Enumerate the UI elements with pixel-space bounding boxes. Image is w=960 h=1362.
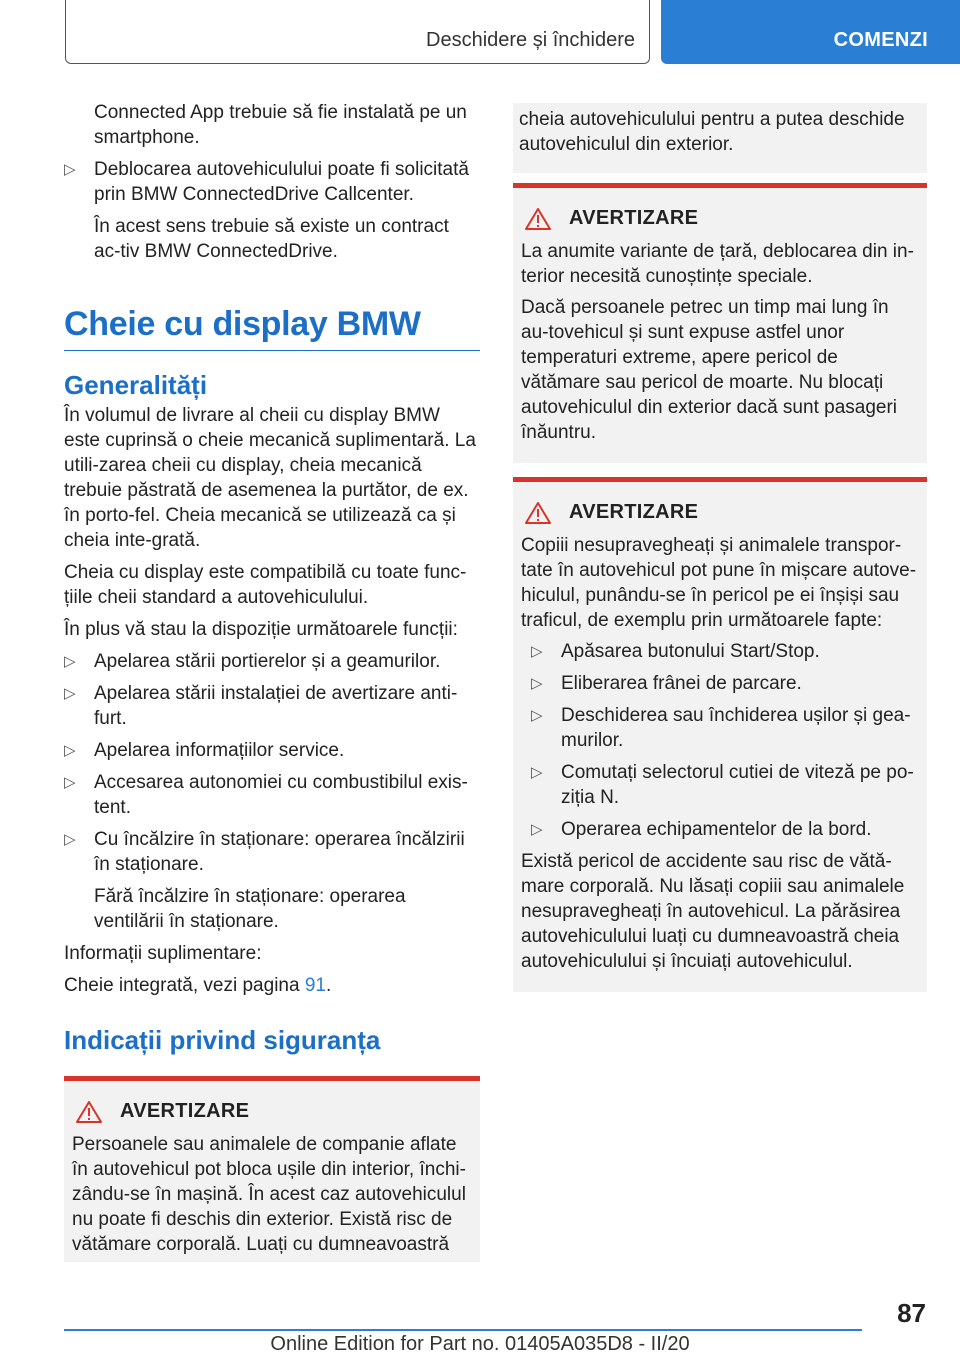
list-item: ▷ Operarea echipamentelor de la bord.	[531, 819, 872, 840]
triangle-bullet-icon: ▷	[64, 161, 76, 178]
list-item: ▷ Eliberarea frânei de parcare.	[531, 673, 802, 694]
list-item: ▷ Apelarea stării portierelor și a geamurilor.	[64, 651, 441, 672]
list-item: ▷ Cu încălzire în staționare: operarea încălzirii în staționare.	[64, 829, 465, 875]
warning-text: Copiii nesupravegheați și animalele transpor‐tate în autovehicul pot pune în mișcare autove‐hiculul, punându-se în pericol pe ei înșiși sau traficul, de exemplu prin următoarele fapte:	[521, 535, 917, 631]
intro-continuation: Connected App trebuie să fie instalată pe un smartphone.	[94, 102, 467, 148]
triangle-bullet-icon: ▷	[531, 707, 543, 724]
section-title: Deschidere și închidere	[426, 29, 635, 51]
right-column	[513, 103, 927, 1006]
list-item: ▷ Comutați selectorul cutiei de viteză pe po‐ziția N.	[531, 762, 914, 808]
warning-triangle-icon	[525, 208, 551, 230]
paragraph: În volumul de livrare al cheii cu display BMW este cuprinsă o cheie mecanică suplimentară. La utili‐zarea cheii cu display, cheia mecanică trebuie păstrată de asemenea la purtător, de ex. în porto‐fel. Cheia mecanică se utilizează ca și cheia inte‐grată.	[64, 405, 476, 551]
warning-title: AVERTIZARE	[72, 1099, 472, 1124]
list-item: ▷ Deblocarea autovehiculului poate fi solicitată prin BMW ConnectedDrive Callcenter.	[64, 159, 469, 205]
triangle-bullet-icon: ▷	[64, 685, 76, 702]
header-chapter-tab[interactable]	[661, 0, 960, 64]
warning-triangle-icon	[76, 1101, 102, 1123]
list-item: ▷ Apăsarea butonului Start/Stop.	[531, 641, 820, 662]
bullet-indent: Fără încălzire în staționare: operarea ventilării în staționare.	[94, 886, 406, 932]
footer-edition: Online Edition for Part no. 01405A035D8 - II/20	[270, 1333, 690, 1355]
triangle-bullet-icon: ▷	[531, 821, 543, 838]
triangle-bullet-icon: ▷	[531, 764, 543, 781]
heading-general: Generalități	[64, 370, 208, 400]
heading-safety: Indicații privind siguranța	[64, 1025, 381, 1055]
left-column	[64, 100, 480, 1276]
triangle-bullet-icon: ▷	[64, 653, 76, 670]
list-item: ▷ Apelarea informațiilor service.	[64, 740, 345, 761]
warning-continuation: cheia autovehiculului pentru a putea deschide autovehiculul din exterior.	[513, 103, 927, 173]
warning-text: La anumite variante de țară, deblocarea din in‐terior necesită cunoștințe speciale.	[521, 241, 914, 287]
paragraph: Cheia cu display este compatibilă cu toate func‐țiile cheii standard a autovehiculului.	[64, 562, 467, 608]
paragraph: În plus vă stau la dispoziție următoarele funcții:	[64, 619, 458, 640]
page-number: 87	[897, 1298, 926, 1328]
triangle-bullet-icon: ▷	[64, 742, 76, 759]
list-item: ▷ Deschiderea sau închiderea ușilor și gea‐murilor.	[531, 705, 911, 751]
triangle-bullet-icon: ▷	[64, 774, 76, 791]
warning-title: AVERTIZARE	[521, 206, 919, 231]
chapter-title: COMENZI	[833, 29, 928, 51]
warning-box	[513, 477, 927, 992]
triangle-bullet-icon: ▷	[531, 675, 543, 692]
page-title: Cheie cu display BMW	[64, 304, 480, 351]
warning-triangle-icon	[525, 502, 551, 524]
intro-indent: În acest sens trebuie să existe un contract ac‐tiv BMW ConnectedDrive.	[94, 216, 449, 262]
warning-box	[513, 183, 927, 463]
warning-text: Persoanele sau animalele de companie aflate în autovehicul pot bloca ușile din interior, închi‐zându-se în mașină. În acest caz autovehiculul nu poate fi deschis din exterior. Există risc de vătămare corporală. Luați cu dumneavoastră	[72, 1134, 466, 1255]
triangle-bullet-icon: ▷	[64, 831, 76, 848]
list-item: ▷ Accesarea autonomiei cu combustibilul exis‐tent.	[64, 772, 468, 818]
warning-text: Dacă persoanele petrec un timp mai lung în au‐tovehicul și sunt expuse astfel unor temperaturi extreme, apere pericol de vătămare sau pericol de moarte. Nu blocați autovehiculul din exterior dacă sunt pasageri înăuntru.	[521, 297, 898, 443]
triangle-bullet-icon: ▷	[531, 643, 543, 660]
header-section-tab	[65, 0, 650, 64]
warning-box	[64, 1076, 480, 1262]
footer-divider	[64, 1329, 862, 1331]
info-reference: Cheie integrată, vezi pagina 91.	[64, 975, 332, 996]
warning-text: Există pericol de accidente sau risc de vătă‐mare corporală. Nu lăsați copiii sau animalele nesupravegheați în autovehicul. La părăsirea autovehiculului luați cu dumneavoastră cheia autovehiculului și încuiați autovehiculul.	[521, 851, 905, 972]
page-link[interactable]: 91	[304, 975, 326, 996]
warning-title: AVERTIZARE	[521, 500, 919, 525]
list-item: ▷ Apelarea stării instalației de avertizare anti‐furt.	[64, 683, 458, 729]
info-label: Informații suplimentare:	[64, 943, 262, 964]
